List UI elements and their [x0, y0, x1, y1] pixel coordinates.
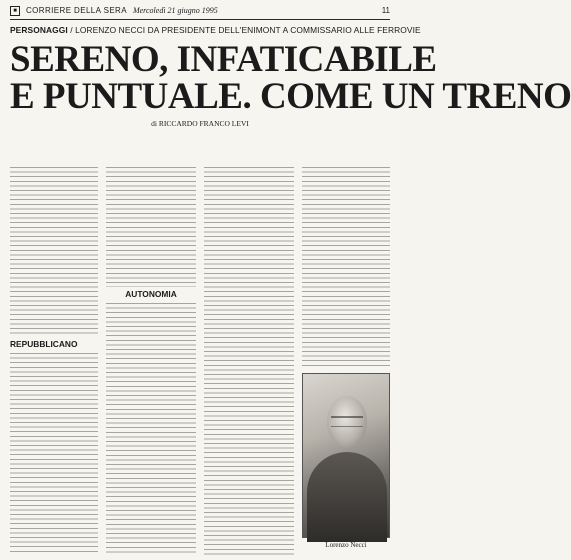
portrait-photo [302, 373, 390, 538]
kicker-topic: LORENZO NECCI DA PRESIDENTE DELL'ENIMONT A COMMISSARIO ALLE FERROVIE [75, 25, 421, 35]
portrait-body [307, 452, 387, 542]
photo-caption: Lorenzo Necci [325, 541, 367, 549]
paper-name: CORRIERE DELLA SERA [26, 6, 127, 15]
article-column-1 [10, 167, 98, 555]
article-body [10, 167, 390, 555]
text-lines [106, 303, 196, 555]
text-lines [10, 167, 98, 337]
kicker [10, 25, 421, 36]
byline: di RICCARDO FRANCO LEVI [151, 119, 249, 128]
article-column-3 [204, 167, 294, 555]
headline-line-2: E PUNTUALE. COME UN TRENO [10, 76, 571, 117]
headline [10, 39, 571, 117]
article-column-2 [106, 167, 196, 555]
text-lines [106, 167, 196, 287]
article-column-4 [302, 167, 390, 555]
headline-line-1: SERENO, INFATICABILE [10, 39, 437, 80]
masthead [10, 6, 390, 20]
text-lines [10, 353, 98, 555]
text-lines [204, 167, 294, 555]
subhead-autonomia: AUTONOMIA [125, 289, 177, 299]
text-lines [302, 167, 390, 367]
kicker-section: PERSONAGGI [10, 25, 68, 35]
kicker-separator: / [67, 25, 76, 35]
subhead-repubblicano: REPUBBLICANO [10, 339, 78, 349]
page-number: 11 [381, 6, 390, 15]
paper-logo-icon: ■ [10, 6, 20, 16]
issue-date: Mercoledì 21 giugno 1995 [132, 6, 218, 15]
portrait-glasses [331, 416, 363, 427]
